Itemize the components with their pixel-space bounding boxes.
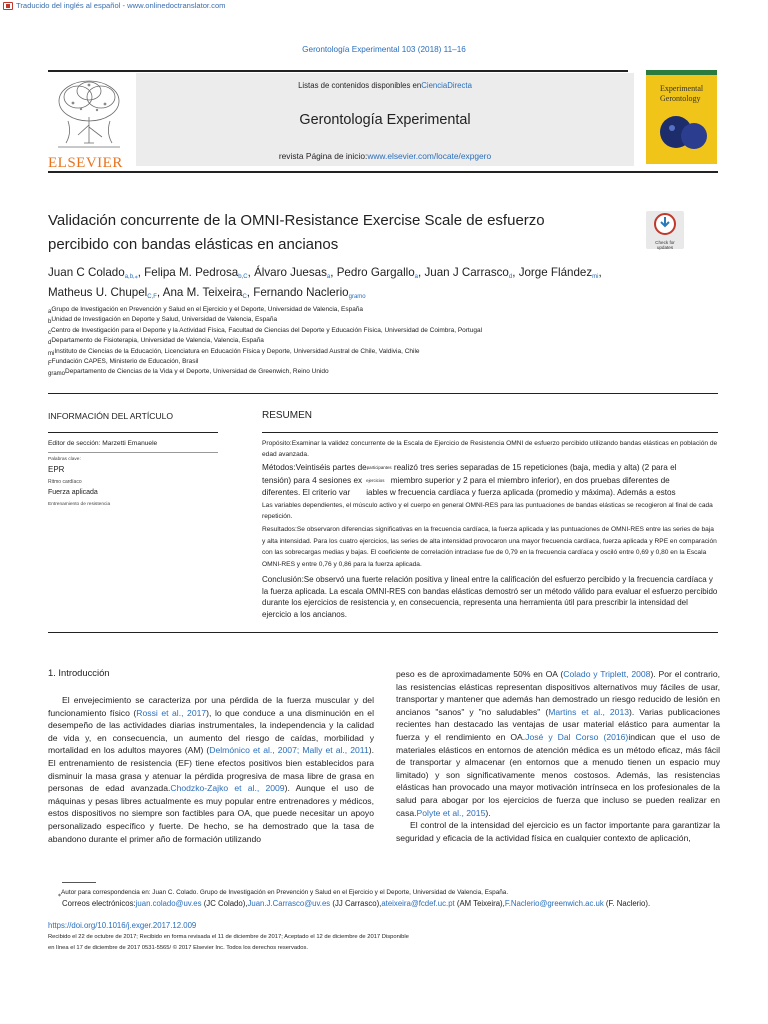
editor-rule [48,452,218,453]
abstract-methods-cont: Las variables dependientes, el músculo activo y el cuerpo en general OMNI-RES para las puntuaciones de bandas elásticas se recogieron al final de cada repetición. [262,502,713,520]
author[interactable]: Ana M. TeixeiraC [162,286,247,300]
abstract-purpose: Propósito:Examinar la validez concurrente de la Escala de Ejercicio de Resistencia OMNI de esfuerzo percibido utilizando bandas elásticas en población de edad avanzada. [262,440,718,458]
homepage-line: revista Página de inicio:www.elsevier.com/locate/expgero [278,151,492,161]
section-editor: Editor de sección: Marzetti Emanuele [48,440,158,447]
abstract-rule [262,432,718,433]
header-rule-bottom [48,171,718,173]
affiliation: miInstituto de Ciencias de la Educación, Licenciatura en Educación Física y Deporte, Universidad Austral de Chile, Valdivia, Chile [48,347,420,357]
section-rule [48,393,718,394]
affiliations [48,305,648,378]
cover-title-1: Experimental [660,84,704,93]
author[interactable]: Pedro Gargalloa [336,266,419,280]
article-info-heading: INFORMACIÓN DEL ARTÍCULO [48,411,174,421]
author[interactable]: Matheus U. ChupelC,F [48,286,157,300]
author[interactable]: Juan J Carrascod [424,266,513,280]
citation-link[interactable]: José y Dal Corso (2016) [525,731,629,742]
affiliation: gramoDepartamento de Ciencias de la Vida y el Deporte, Universidad de Greenwich, Reino Unido [48,368,329,378]
affiliation: aGrupo de Investigación en Prevención y Salud en el Ejercicio y el Deporte, Universidad de Valencia, España [48,306,364,315]
elsevier-tree-icon [48,77,130,151]
translator-link[interactable]: Traducido del inglés al español - www.onlinedoctranslator.com [16,1,226,10]
affiliation: bUnidad de Investigación en Deporte y Salud, Universidad de Valencia, España [48,316,278,326]
citation-link[interactable]: Martins et al., 2013 [548,706,630,717]
sciencedirect-link[interactable]: CienciaDirecta [421,81,472,90]
cover-globe-icon [646,70,717,164]
translator-icon [3,2,13,10]
affiliation: cCentro de Investigación para el Deporte y la Actividad Física, Facultad de Ciencias del Deporte y Educación Física, Universidad de Coimbra, Portugal [48,326,483,336]
email-link[interactable]: Juan.J.Carrasco@uv.es [247,899,331,908]
citation-link[interactable]: Colado y Triplett, 2008 [563,669,651,679]
contents-line: Listas de contenidos disponibles enCienciaDirecta [298,81,472,90]
online-date-copyright: en línea el 17 de diciembre de 2017 0531-5565/ © 2017 Elsevier Inc. Todos los derechos reservados. [48,945,309,951]
cover-title-2: Gerontology [660,94,701,103]
email-link[interactable]: F.Naclerio@greenwich.ac.uk [504,899,604,908]
email-line: Correos electrónicos:juan.colado@uv.es (JC Colado),Juan.J.Carrasco@uv.es (JJ Carrasco),ateixeira@fcdef.uc.pt (AM Teixeira),F.Naclerio@greenwich.ac.uk (F. Naclerio). [62,899,651,908]
abstract-heading: RESUMEN [262,410,313,421]
keyword: Fuerza aplicada [48,489,98,496]
affiliation: dDepartamento de Fisioterapia, Universidad de Valencia, Valencia, España [48,337,264,347]
intro-heading: 1. Introducción [48,667,110,678]
journal-title: Gerontología Experimental [299,112,471,128]
header-rule-top [48,70,628,72]
email-link[interactable]: ateixeira@fcdef.uc.pt [381,899,455,908]
citation-link[interactable]: Rossi et al., 2017 [136,707,207,718]
journal-cover [646,70,717,164]
homepage-link[interactable]: www.elsevier.com/locate/expgero [367,151,492,161]
article-info-rule [48,432,218,433]
elsevier-logo [48,77,130,171]
translator-bar[interactable] [0,0,260,11]
check-for-updates-badge[interactable]: Check for updates [646,211,684,249]
footnote-rule [62,882,96,883]
check-updates-icon [654,213,676,235]
author[interactable]: Fernando Nacleriogramo [253,286,366,300]
journal-reference[interactable]: Gerontología Experimental 103 (2018) 11–16 [302,45,466,54]
abstract-bottom-rule [48,632,718,633]
abstract-results: Resultados:Se observaron diferencias significativas en la frecuencia cardíaca, la fuerza aplicada y las puntuaciones de OMNI-RES entre las series de baja y alta intensidad. Para los cuatro ejercicios, las series de alta intensidad provocaron una mayor frecuencia cardíaca, fuerza aplicada y RPE en comparación con las sobrecargas medias y bajas. El coeficiente de correlación intraclase fue de 0,79 en la frecuencia cardíaca y osciló entre 0,69 y 0,80 en la Escala OMNI-RES y entre 0,76 y 0,86 para la fuerza aplicada. [262,526,717,568]
author[interactable]: Juan C Coladoa,b,⁎ [48,266,138,280]
keyword: Ritmo cardíaco [48,479,82,485]
publisher-name: ELSEVIER [48,155,123,171]
abstract-conclusion: Conclusión:Se observó una fuerte relación positiva y lineal entre la calificación del esfuerzo percibido y la frecuencia cardíaca y la fuerza aplicada. La escala OMNI-RES con bandas elásticas demostró ser un método válido para evaluar el esfuerzo percibido durante los ejercicios de resistencia y, en consecuencia, representa una herramienta útil para prescribir la intensidad del ejercicio a los ancianos. [262,575,718,619]
abstract-methods: Métodos:Veintiséis partes departicipantes realizó tres series separadas de 15 repeticiones (baja, media y alta) (2 para el tensión) para 4 sesiones ex ejercicios miembro superior y 2 para el miembro inferior), en dos pruebas diferentes de diferentes. El criterio var iables w frecuencia cardíaca y fuerza aplicada (promedio y máxima). Además a estos [262,463,677,498]
received-dates: Recibido el 22 de octubre de 2017; Recibido en forma revisada el 11 de diciembre de 2017; Aceptado el 12 de diciembre de 2017 Disponible [48,934,409,940]
intro-right-column: peso es de aproximadamente 50% en OA (Colado y Triplett, 2008). Por el contrario, las resistencias elásticas representan dispositivos alternativos muy fáciles de usar, transportar y mantener que además han demostrado un riesgo reducido de lesión en ancianos "sanos" y "no saludables" (Martins et al., 2013). Varias publicaciones recientes han destacado las ventajas de usar material elástico para aumentar la fuerza y el rendimiento en OA.José y Dal Corso (2016)indican que el uso de materiales elásticos en entornos de atención médica es un método eficaz, más fácil de transportar y almacenar (en entornos que a menudo tienen un espacio muy limitado) y son significativamente menos costosos. Además, las resistencias elásticas han provocado una mayor motivación intrínseca en los profesionales de la salud para abogar por los ejercicios de fuerza que incluso se pueden realizar en casa.Polyte et al., 2015). El control de la intensidad del ejercicio es un factor importante para garantizar la seguridad y eficacia de la actividad física en cualquier contexto de aplicación, [396,669,721,843]
corresponding-author-note: ⁎Autor para correspondencia en: Juan C. Colado. Grupo de Investigación en Prevención y Salud en el Ejercicio y el Deporte, Universidad de Valencia, España. [58,889,509,898]
intro-left-column: El envejecimiento se caracteriza por una pérdida de la fuerza muscular y del funcionamiento físico (Rossi et al., 2017), lo que conduce a una disminución en el desempeño de las actividades diarias instrumentales, la independencia y la calidad de vida y, en consecuencia, un aumento del riesgo de caídas, morbilidad y mortalidad en los adultos mayores (AM) (Delmónico et al., 2007; Mally et al., 2011). El entrenamiento de resistencia (EF) tiene efectos positivos bien establecidos para disminuir la masa grasa y atenuar la pérdida progresiva de masa libre de grasa en personas de edad avanzada.Chodzko-Zajko et al., 2009). Aunque el uso de máquinas y pesas libres actualmente es muy popular entre entrenadores y médicos, estos dispositivos no siempre son factibles para OA, que puede necesitar un apoyo personalizado específico y fuerte. De hecho, se ha demostrado que la tasa de abandono durante el primer año de formación utilizando [48,695,374,844]
email-link[interactable]: juan.colado@uv.es [135,899,202,908]
affiliation: FFundación CAPES, Ministerio de Educación, Brasil [48,358,199,368]
doi-link[interactable]: https://doi.org/10.1016/j.exger.2017.12.009 [48,921,197,930]
citation-link[interactable]: Delmónico et al., 2007; Mally et al., 2011 [209,745,369,756]
author[interactable]: Álvaro Juesasa [254,266,331,280]
author[interactable]: Jorge Flándezmi [518,266,599,280]
author-list: Juan C Coladoa,b,⁎, Felipa M. Pedrosab,C, Álvaro Juesasa, Pedro Gargalloa, Juan J Carrascod, Jorge Flándezmi, Matheus U. ChupelC,F, Ana M. TeixeiraC, Fernando Nacleriogramo [48,266,602,300]
author[interactable]: Felipa M. Pedrosab,C [144,266,248,280]
keyword: EPR [48,465,65,474]
article-title: Validación concurrente de la OMNI-Resistance Exercise Scale de esfuerzo percibido con bandas elásticas en ancianos [48,212,545,253]
keywords-label: Palabras clave: [48,457,81,462]
citation-link[interactable]: Polyte et al., 2015 [416,807,486,818]
citation-link[interactable]: Chodzko-Zajko et al., 2009 [170,783,285,794]
keyword: Entrenamiento de resistencia [48,502,111,507]
